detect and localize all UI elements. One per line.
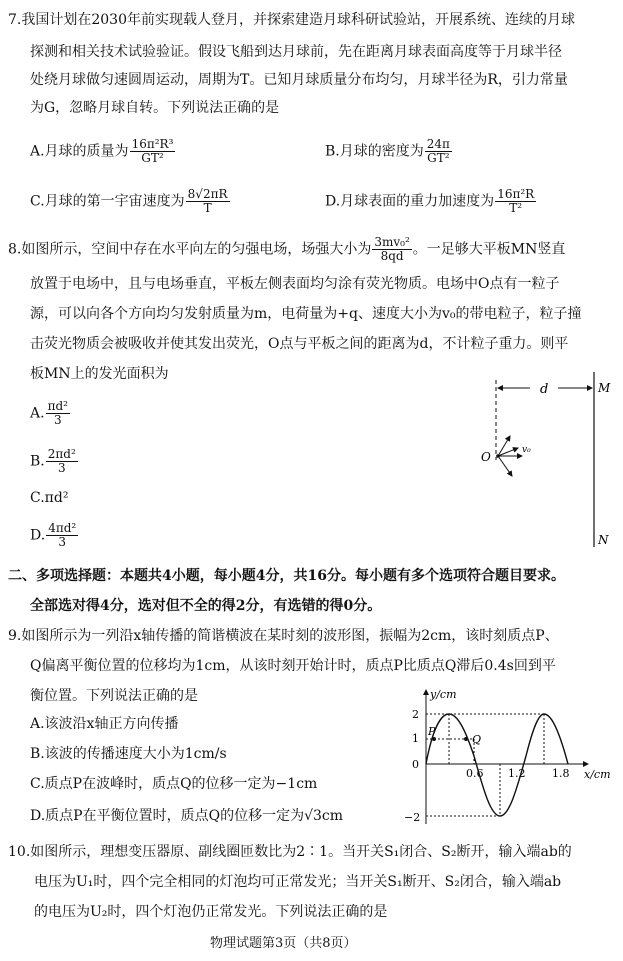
q9-line-1: 9.如图所示为一列沿x轴传播的简谐横波在某时刻的波形图，振幅为2cm，该时刻质点P、 — [8, 628, 559, 644]
q7-option-c-den: T — [203, 201, 212, 215]
q9-label-q: Q — [472, 733, 482, 746]
q7-option-a-num: 16π²R³ — [131, 137, 174, 151]
q9-ytick-2: 2 — [412, 708, 419, 721]
q10-line-2: 电压为U₁时，四个完全相同的灯泡均可正常发光；当开关S₁断开、S₂闭合，输入端ab — [34, 874, 562, 890]
q8-field-den: 8qd — [380, 249, 404, 263]
q7-option-b-num: 24π — [426, 137, 450, 151]
q8-option-a-text: A. — [30, 405, 45, 422]
q8-option-d-text: D. — [30, 527, 46, 544]
q9-wave-curve — [426, 714, 568, 816]
q7-option-d-text: D.月球表面的重力加速度为 — [325, 193, 495, 210]
page-footer: 物理试题第3页（共8页） — [210, 936, 357, 951]
q10-line-1: 10.如图所示，理想变压器原、副线圈匝数比为2∶1。当开关S₁闭合、S₂断开，输入端ab的 — [8, 844, 572, 860]
section-2-rule: 全部选对得4分，选对但不全的得2分，有选错的得0分。 — [30, 598, 382, 614]
section-2-heading: 二、多项选择题：本题共4小题，每小题4分，共16分。每小题有多个选项符合题目要求。 — [8, 568, 565, 584]
q8-d-label: d — [540, 382, 549, 397]
q8-line-1-end: 。一足够大平板MN竖直 — [412, 241, 566, 258]
q7-line-4: 为G，忽略月球自转。下列说法正确的是 — [30, 100, 280, 116]
q8-line-4: 击荧光物质会被吸收并使其发出荧光，O点与平板之间的距离为d，不计粒子重力。则平 — [30, 336, 569, 352]
q9-line-3: 衡位置。下列说法正确的是 — [30, 688, 198, 704]
q8-velocity-arrow-upright — [498, 448, 518, 456]
q9-option-b: B.该波的传播速度大小为1cm/s — [30, 746, 227, 762]
q7-line-3: 处绕月球做匀速圆周运动，周期为T。已知月球质量分布均匀，月球半径为R，引力常量 — [30, 72, 568, 88]
q8-velocity-arrow-down — [498, 456, 512, 476]
q8-option-a — [30, 400, 71, 427]
q7-option-a-den: GT² — [141, 151, 164, 165]
q8-line-5: 板MN上的发光面积为 — [30, 366, 169, 382]
q8-label-m: M — [598, 381, 611, 395]
q7-option-a — [30, 138, 176, 165]
q7-option-b-text: B.月球的密度为 — [325, 143, 424, 160]
q8-label-o: O — [481, 450, 491, 464]
q7-line-2: 探测和相关技术试验验证。假设飞船到达月球前，先在距离月球表面高度等于月球半径 — [30, 44, 562, 60]
q8-line-1-text: 8.如图所示，空间中存在水平向左的匀强电场，场强大小为 — [8, 241, 372, 258]
q9-label-p: P — [428, 725, 436, 738]
q8-line-3: 源，可以向各个方向均匀发射质量为m，电荷量为+q、速度大小为v₀的带电粒子，粒子撞 — [30, 306, 582, 322]
q8-option-d — [30, 522, 79, 549]
q8-option-d-den: 3 — [58, 535, 67, 549]
q8-velocity-arrow-up — [498, 436, 510, 456]
q8-line-2: 放置于电场中，且与电场垂直，平板左侧表面均匀涂有荧光物质。电场中O点有一粒子 — [30, 276, 560, 292]
q9-point-q — [464, 737, 468, 741]
q9-option-a: A.该波沿x轴正方向传播 — [30, 716, 179, 732]
q9-xtick-0-6: 0.6 — [466, 767, 484, 780]
q8-option-b-den: 3 — [57, 461, 66, 475]
q8-line-1 — [8, 236, 565, 263]
q7-option-c-text: C.月球的第一宇宙速度为 — [30, 193, 185, 210]
q8-label-v0: v₀ — [522, 445, 531, 455]
q10-line-3: 的电压为U₂时，四个灯泡仍正常发光。下列说法正确的是 — [34, 904, 388, 920]
q7-option-c — [30, 188, 231, 215]
q8-option-c: C.πd² — [30, 490, 69, 506]
q9-xtick-1-2: 1.2 — [508, 767, 526, 780]
q7-option-c-num: 8√2πR — [187, 187, 228, 201]
q7-line-1: 7.我国计划在2030年前实现载人登月，并探索建造月球科研试验站，开展系统、连续的月球 — [8, 12, 575, 28]
q9-xtick-1-8: 1.8 — [552, 767, 570, 780]
q7-option-b-den: GT² — [427, 151, 450, 165]
q8-option-a-num: πd² — [47, 399, 68, 413]
q7-option-a-text: A.月球的质量为 — [30, 143, 129, 160]
q7-option-b — [325, 138, 453, 165]
q9-ytick-1: 1 — [412, 732, 419, 745]
q7-option-d-num: 16π²R — [497, 187, 535, 201]
q8-label-n: N — [598, 533, 609, 547]
q8-option-b-text: B. — [30, 453, 45, 470]
q9-y-label: y/cm — [430, 688, 457, 701]
q8-option-d-num: 4πd² — [48, 521, 77, 535]
q9-wave-graph — [392, 684, 620, 830]
q8-field-diagram — [470, 372, 620, 552]
q8-field-num: 3mv₀² — [374, 235, 410, 249]
q8-option-b — [30, 448, 79, 475]
q8-option-b-num: 2πd² — [47, 447, 76, 461]
q7-option-d — [325, 188, 537, 215]
q9-ytick-neg2: −2 — [404, 811, 421, 824]
q7-option-d-den: T² — [509, 201, 523, 215]
q9-ytick-0: 0 — [412, 758, 419, 771]
q9-line-2: Q偏离平衡位置的位移均为1cm，从该时刻开始计时，质点P比质点Q滞后0.4s回到平 — [30, 658, 556, 674]
q9-option-d: D.质点P在平衡位置时，质点Q的位移一定为√3cm — [30, 808, 344, 824]
q8-option-a-den: 3 — [53, 413, 62, 427]
q9-x-label: x/cm — [584, 768, 611, 781]
q9-option-c: C.质点P在波峰时，质点Q的位移一定为−1cm — [30, 776, 318, 792]
